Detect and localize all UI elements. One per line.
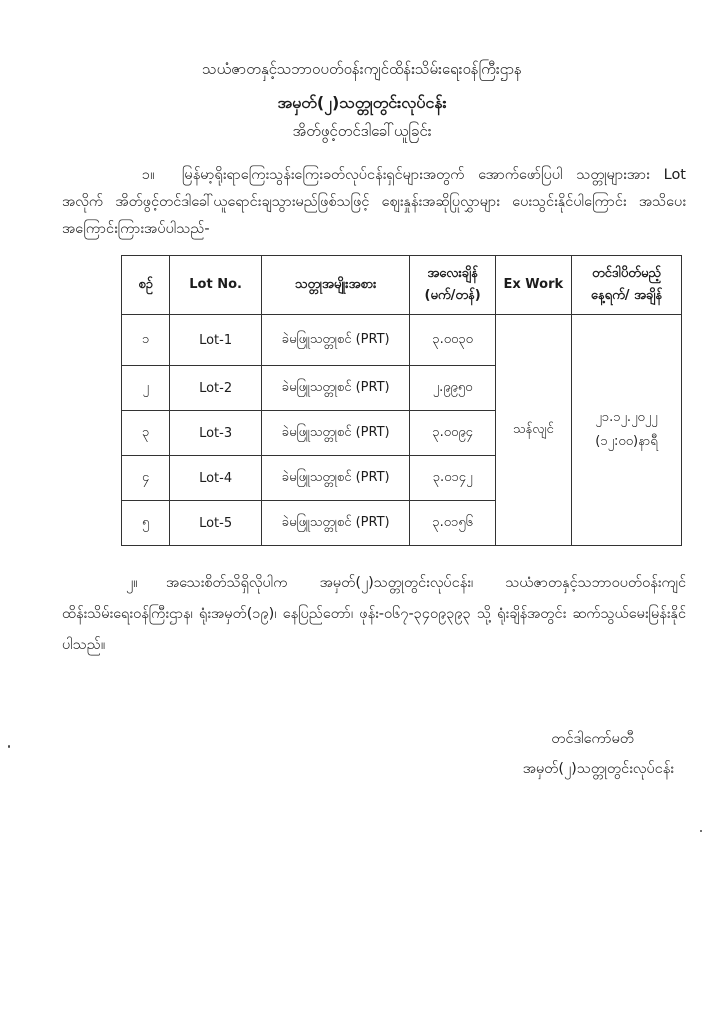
header-exwork: Ex Work: [495, 256, 571, 315]
row-type: ခဲမဖြူသတ္တုစင် (PRT): [261, 315, 410, 366]
row-type: ခဲမဖြူသတ္တုစင် (PRT): [261, 456, 410, 501]
row-weight: ၂.၉၉၅၀: [410, 366, 495, 411]
row-type: ခဲမဖြူသတ္တုစင် (PRT): [261, 366, 410, 411]
row-type: ခဲမဖြူသတ္တုစင် (PRT): [261, 411, 410, 456]
paragraph-2-text: အသေးစိတ်သိရှိလိုပါက အမှတ်(၂)သတ္တုတွင်းလုပ်ငန်း၊ သယံဇာတနှင့်သဘာဝပတ်ဝန်းကျင် ထိန်းသိမ်းရေးဝန်ကြီးဌာန၊ ရုံးအမှတ်(၁၉)၊ နေပြည်တော်၊ ဖုန်း-၀၆၇-၃၄၀၉၃၉၃ သို့ ရုံးချိန်အတွင်း ဆက်သွယ်မေးမြန်းနိုင်ပါသည်။: [62, 575, 686, 653]
header-type: သတ္တုအမျိုးအစား: [261, 256, 410, 315]
signature-department: အမှတ်(၂)သတ္တုတွင်းလုပ်ငန်း: [522, 761, 674, 777]
deadline-cell: [571, 315, 681, 546]
header-weight: [410, 256, 495, 315]
signature-committee: တင်ဒါကော်မတီ: [551, 731, 634, 747]
department-title: အမှတ်(၂)သတ္တုတွင်းလုပ်ငန်း: [277, 93, 447, 112]
table-row: [122, 315, 682, 366]
paragraph-1-text: မြန်မာ့ရိုးရာကြေးသွန်းကြေးခတ်လုပ်ငန်းရှင်များအတွက် အောက်ဖော်ပြပါ သတ္တုများအား Lot အလိုက် အိတ်ဖွင့်တင်ဒါခေါ်ယူရောင်းချသွားမည်ဖြစ်သဖြင့် ဈေးနှုန်းအဆိုပြုလွှာများ ပေးသွင်းနိုင်ပါကြောင်း အသိပေးအကြောင်းကြားအပ်ပါသည်-: [62, 167, 686, 237]
row-weight: ၃.၀၀၉၄: [410, 411, 495, 456]
header-deadline-line1: တင်ဒါပိတ်မည့်: [591, 266, 661, 281]
header-deadline: [571, 256, 681, 315]
exwork-cell: သန်လျင်: [495, 315, 571, 546]
scan-speck: [8, 745, 10, 748]
table-header-row: [122, 256, 682, 315]
row-weight: ၃.၀၁၅၆: [410, 501, 495, 546]
row-no: ၁: [122, 315, 170, 366]
ministry-title: သယံဇာတနှင့်သဘာဝပတ်ဝန်းကျင်ထိန်းသိမ်းရေးဝန်ကြီးဌာန: [202, 60, 522, 78]
row-no: ၂: [122, 366, 170, 411]
paragraph-2-number: ၂။: [126, 575, 138, 591]
row-lot: Lot-2: [170, 366, 262, 411]
deadline-date: ၂၁.၁၂.၂၀၂၂: [595, 410, 658, 425]
row-lot: Lot-3: [170, 411, 262, 456]
row-no: ၅: [122, 501, 170, 546]
header-lot: Lot No.: [170, 256, 262, 315]
header-weight-line2: (မက်/တန်): [424, 288, 481, 303]
row-weight: ၃.၀၀၃၀: [410, 315, 495, 366]
subject-title: အိတ်ဖွင့်တင်ဒါခေါ်ယူခြင်း: [292, 122, 432, 140]
header-deadline-line2: နေ့ရက်/ အချိန်: [590, 288, 663, 303]
row-no: ၃: [122, 411, 170, 456]
row-lot: Lot-5: [170, 501, 262, 546]
row-weight: ၃.၀၁၄၂: [410, 456, 495, 501]
header-weight-line1: အလေးချိန်: [427, 266, 478, 281]
paragraph-1: [62, 162, 686, 243]
row-no: ၄: [122, 456, 170, 501]
lot-table: [121, 255, 682, 546]
deadline-time: (၁၂:၀၀)နာရီ: [595, 434, 658, 449]
header-no: စဉ်: [122, 256, 170, 315]
paragraph-1-number: ၁။: [142, 167, 155, 183]
row-lot: Lot-1: [170, 315, 262, 366]
paragraph-2: [62, 568, 686, 661]
row-type: ခဲမဖြူသတ္တုစင် (PRT): [261, 501, 410, 546]
scan-speck: [700, 830, 702, 832]
row-lot: Lot-4: [170, 456, 262, 501]
